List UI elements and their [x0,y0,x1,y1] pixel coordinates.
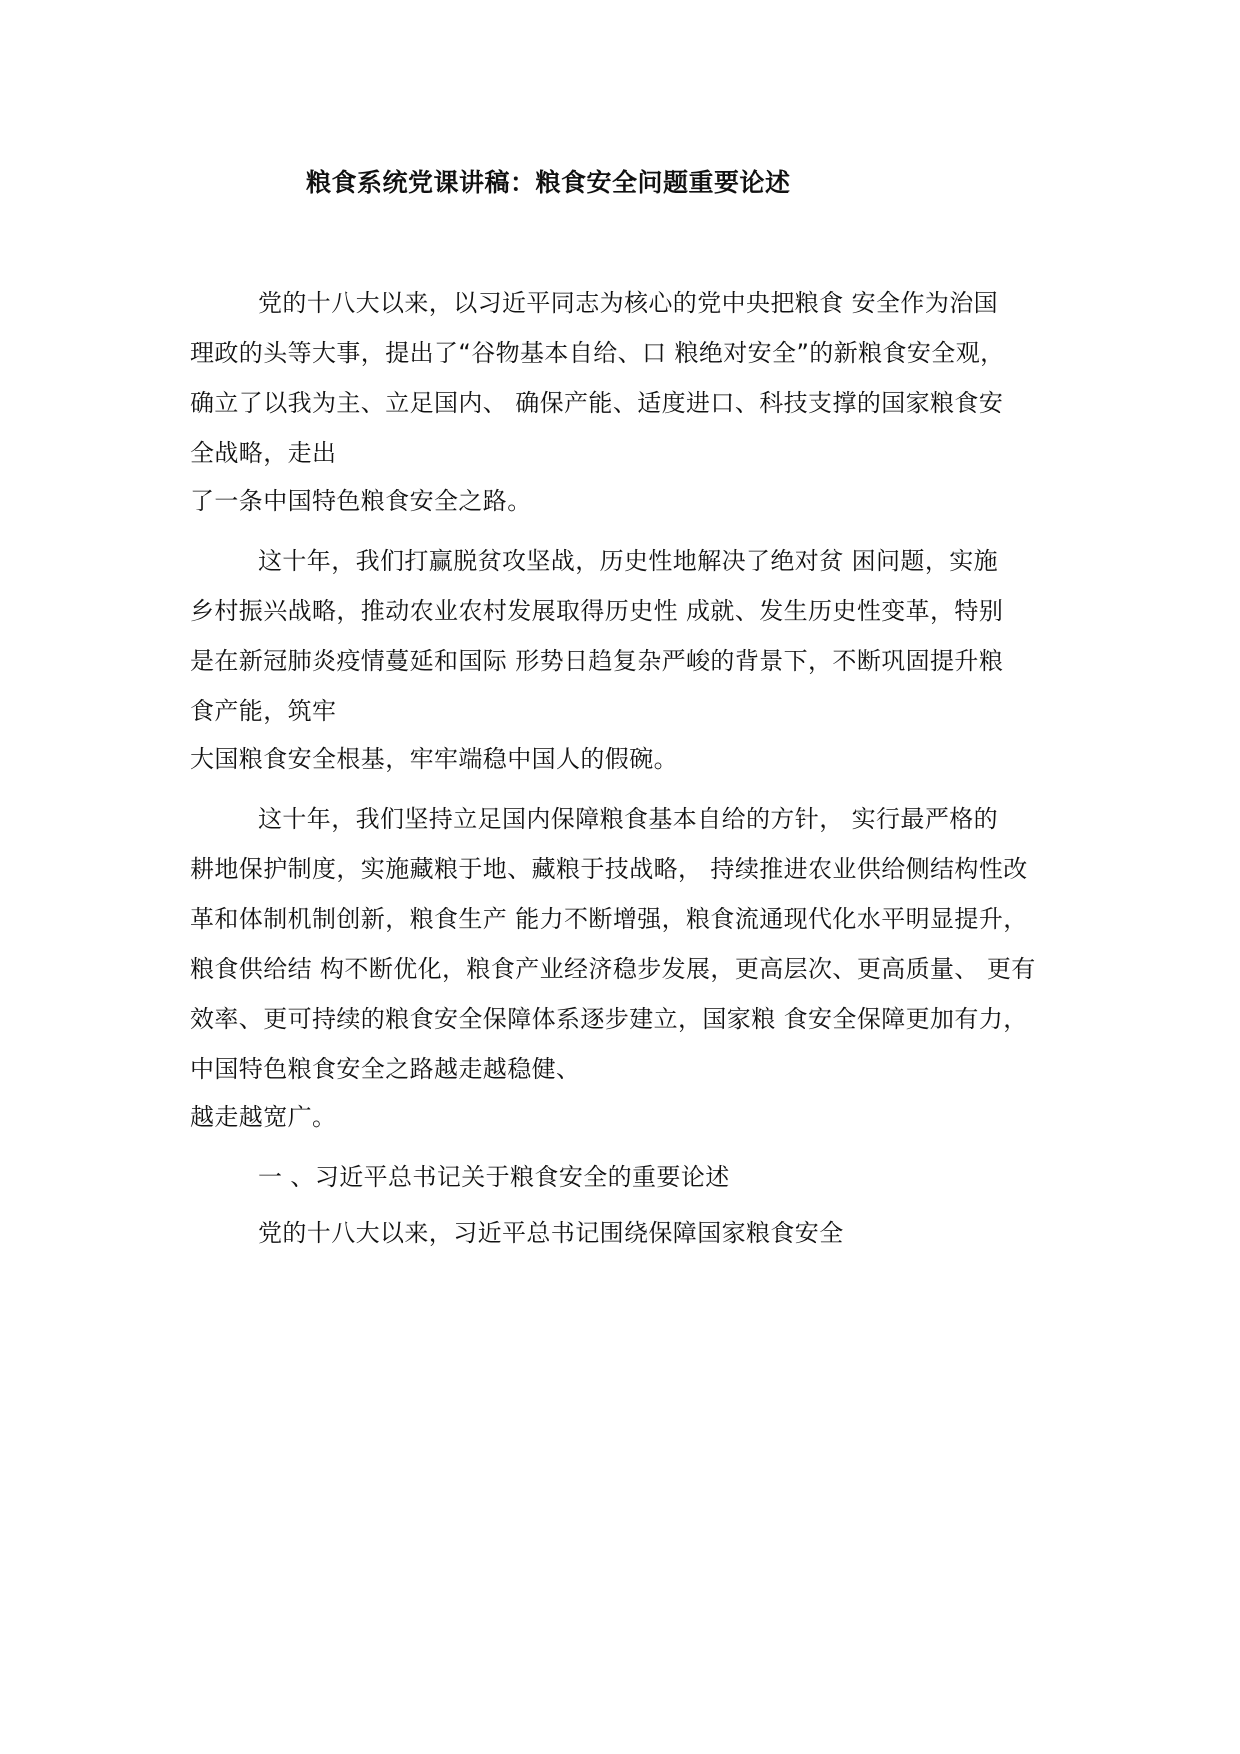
paragraph-line: 中国特色粮食安全之路越走越稳健、 [190,1055,581,1083]
paragraph-line: 全战略，走出 [190,439,337,467]
paragraph-line: 乡村振兴战略，推动农业农村发展取得历史性 成就、发生历史性变革，特别 [190,597,1004,625]
paragraph-line: 粮食供给结 构不断优化，粮食产业经济稳步发展，更高层次、更高质量、 更有 [190,955,1036,983]
paragraph-line: 是在新冠肺炎疫情蔓延和国际 形势日趋复杂严峻的背景下，不断巩固提升粮 [190,647,1004,675]
paragraph-line: 党的十八大以来，以习近平同志为核心的党中央把粮食 安全作为治国 [258,289,999,317]
paragraph-line: 确立了以我为主、立足国内、 确保产能、适度进口、科技支撑的国家粮食安 [190,389,1004,417]
document-title: 粮食系统党课讲稿：粮食安全问题重要论述 [306,168,791,197]
paragraph-line: 革和体制机制创新，粮食生产 能力不断增强，粮食流通现代化水平明显提升， [190,905,1028,933]
paragraph-line: 这十年，我们打赢脱贫攻坚战，历史性地解决了绝对贫 困问题，实施 [258,547,999,575]
section-heading: 一 、习近平总书记关于粮食安全的重要论述 [258,1163,730,1191]
paragraph-line: 效率、更可持续的粮食安全保障体系逐步建立，国家粮 食安全保障更加有力， [190,1005,1028,1033]
paragraph-line: 越走越宽广。 [190,1103,337,1131]
paragraph-line: 耕地保护制度，实施藏粮于地、藏粮于技战略， 持续推进农业供给侧结构性改 [190,855,1028,883]
paragraph-line: 党的十八大以来，习近平总书记围绕保障国家粮食安全 [258,1219,844,1247]
paragraph-line: 了一条中国特色粮食安全之路。 [190,487,532,515]
paragraph-line: 大国粮食安全根基，牢牢端稳中国人的假碗。 [190,745,678,773]
paragraph-line: 这十年，我们坚持立足国内保障粮食基本自给的方针， 实行最严格的 [258,805,999,833]
paragraph-line: 理政的头等大事，提出了“谷物基本自给、口 粮绝对安全”的新粮食安全观， [190,339,1005,367]
paragraph-line: 食产能，筑牢 [190,697,337,725]
